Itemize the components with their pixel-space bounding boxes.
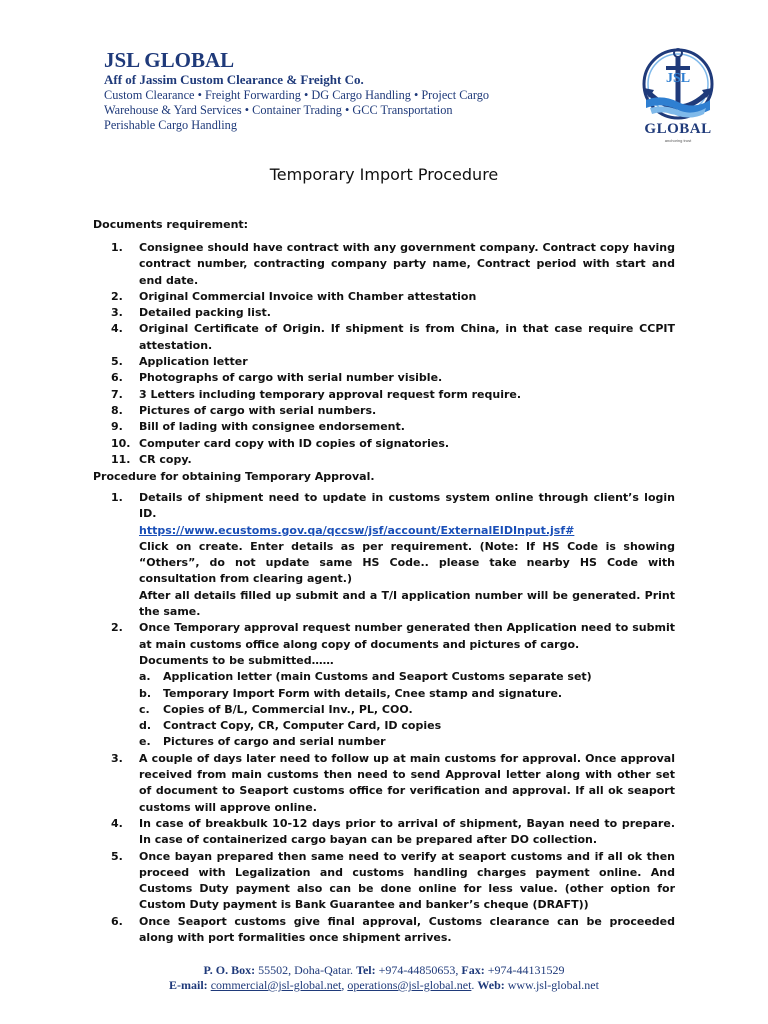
procedure-heading: Procedure for obtaining Temporary Approval. xyxy=(93,470,375,483)
list-item: 10. Computer card copy with ID copies of signatories. xyxy=(111,436,450,450)
services-line-3: Perishable Cargo Handling xyxy=(104,118,237,132)
pobox-value: 55502, Doha-Qatar. xyxy=(255,963,357,977)
company-affiliation: Aff of Jassim Custom Clearance & Freight Co. xyxy=(104,72,364,87)
sub-list-item: c. Copies of B/L, Commercial Inv., PL, COO. xyxy=(139,702,413,716)
list-item: 3. Detailed packing list. xyxy=(111,306,271,320)
list-item: 4. Original Certificate of Origin. If shipment is from China, in that case require CCPIT attestation. xyxy=(111,322,675,352)
list-item: 3. A couple of days later need to follow up at main customs for approval. Once approval received from main customs then need to send Approval letter along with other set of document to Seaport customs office for verification and approval. If all ok seaport customs will approve online. xyxy=(111,751,675,814)
logo-wordmark: GLOBAL xyxy=(644,121,712,137)
fax-value: +974-44131529 xyxy=(484,963,565,977)
list-item: 11. CR copy. xyxy=(111,452,192,466)
procedure-list xyxy=(93,490,675,946)
list-item: 6. Photographs of cargo with serial number visible. xyxy=(111,371,443,385)
logo-tagline: anchoring trust xyxy=(664,138,692,143)
list-item: 6. Once Seaport customs give final approval, Customs clearance can be proceeded along with port formalities once shipment arrives. xyxy=(111,914,675,945)
company-name: JSL GLOBAL xyxy=(104,48,235,72)
list-item: 4. In case of breakbulk 10-12 days prior to arrival of shipment, Bayan need to prepare. In case of containerized cargo bayan can be prepared after DO collection. xyxy=(111,816,675,847)
list-item: 8. Pictures of cargo with serial numbers. xyxy=(111,403,377,417)
document-title: Temporary Import Procedure xyxy=(269,165,499,184)
list-item: 2. Original Commercial Invoice with Chamber attestation xyxy=(111,289,477,303)
fax-label: Fax: xyxy=(461,963,485,977)
list-item: 1. Consignee should have contract with any government company. Contract copy having contract number, contracting company party name, Contract period with start and end date. xyxy=(111,241,675,287)
sub-list-item: e. Pictures of cargo and serial number xyxy=(139,735,386,749)
pobox-label: P. O. Box: xyxy=(203,963,256,977)
list-item: 7. 3 Letters including temporary approval request form require. xyxy=(111,387,522,401)
logo-monogram: JSL xyxy=(665,71,691,86)
documents-list xyxy=(93,240,675,468)
email-operations-link[interactable]: operations@jsl-global.net xyxy=(347,978,472,992)
services-line-1: Custom Clearance • Freight Forwarding • DG Cargo Handling • Project Cargo xyxy=(104,88,490,102)
ecustoms-link[interactable]: https://www.ecustoms.gov.qa/qccsw/jsf/account/ExternalEIDInput.jsf# xyxy=(139,523,575,537)
services-line-2: Warehouse & Yard Services • Container Trading • GCC Transportation xyxy=(104,103,453,117)
web-label: Web: xyxy=(477,978,505,992)
sub-list-item: b. Temporary Import Form with details, Cnee stamp and signature. xyxy=(139,686,563,700)
sub-list-item: a. Application letter (main Customs and Seaport Customs separate set) xyxy=(139,670,592,684)
letterhead xyxy=(104,48,604,133)
company-logo xyxy=(632,44,724,150)
web-value: www.jsl-global.net xyxy=(504,978,599,992)
list-item: 2. Once Temporary approval request number generated then Application need to submit at main customs office along copy of documents and pictures of cargo. Documents to be submitted…… a. Application letter (main Customs and Seaport Customs separate set) b. Temporary Import Form with details, Cnee stamp and signature. c. Copies of B/L, Commercial Inv., PL, COO. d. Contract Copy, CR, Computer Card, ID copies e. Pictures of cargo and serial number xyxy=(93,620,675,750)
sub-list-item: d. Contract Copy, CR, Computer Card, ID copies xyxy=(139,719,442,733)
list-item: 1. Details of shipment need to update in customs system online through client’s login ID. https://www.ecustoms.gov.qa/qccsw/jsf/account/ExternalEIDInput.jsf# Click on create. Enter details as per requirement. (Note: If HS Code is showing “Others”, do not update same HS Code.. please take nearby HS Code with consultation from clearing agent.) After all details filled up submit and a T/I application number will be generated. Print the same. xyxy=(111,491,675,619)
email-label: E-mail: xyxy=(169,978,208,992)
tel-label: Tel: xyxy=(356,963,376,977)
tel-value: +974-44850653, xyxy=(375,963,462,977)
email-commercial-link[interactable]: commercial@jsl-global.net xyxy=(210,978,342,992)
list-item: 5. Once bayan prepared then same need to verify at seaport customs and if all ok then proceed with Legalization and customs handling charges payment online. And Customs Duty payment also can be done online for less value. (other option for Custom Duty payment is Bank Guarantee and banker’s cheque (DRAFT)) xyxy=(111,849,675,912)
anchor-logo-icon xyxy=(632,44,724,124)
footer-contact-line: E-mail: commercial@jsl-global.net, operations@jsl-global.net. Web: www.jsl-global.net xyxy=(169,978,599,992)
documents-heading: Documents requirement: xyxy=(93,218,249,231)
list-item: 5. Application letter xyxy=(111,355,248,369)
documents-to-submit-list xyxy=(139,669,675,750)
list-item: 9. Bill of lading with consignee endorsement. xyxy=(111,420,405,434)
footer-address-line xyxy=(0,963,768,978)
footer xyxy=(0,963,768,993)
